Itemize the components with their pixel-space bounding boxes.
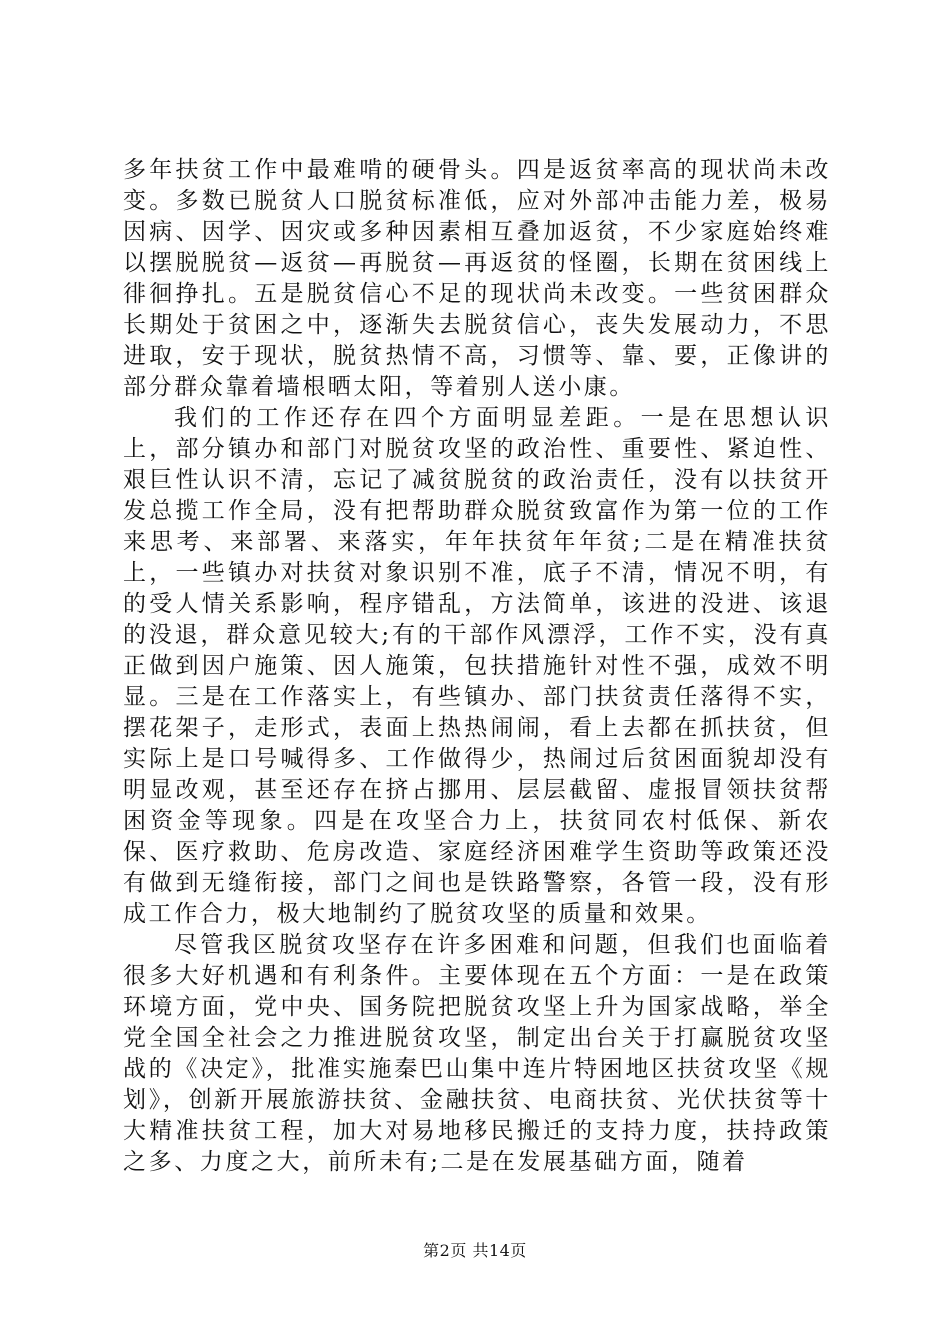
paragraph-3: 尽管我区脱贫攻坚存在许多困难和问题，但我们也面临着很多大好机遇和有利条件。主要体现在五个方面：一是在政策环境方面，党中央、国务院把脱贫攻坚上升为国家战略，举全党全国全社会之力推进脱贫攻坚，制定出台关于打赢脱贫攻坚战的《决定》，批准实施秦巴山集中连片特困地区扶贫攻坚《规划》，创新开展旅游扶贫、金融扶贫、电商扶贫、光伏扶贫等十大精准扶贫工程，加大对易地移民搬迁的支持力度，扶持政策之多、力度之大，前所未有;二是在发展基础方面，随着 [123,932,831,1175]
body-text [123,155,831,1178]
page-number-footer: 第2页 共14页 [423,1241,527,1260]
paragraph-2: 我们的工作还存在四个方面明显差距。一是在思想认识上，部分镇办和部门对脱贫攻坚的政治性、重要性、紧迫性、艰巨性认识不清，忘记了减贫脱贫的政治责任，没有以扶贫开发总揽工作全局，没有把帮助群众脱贫致富作为第一位的工作来思考、来部署、来落实，年年扶贫年年贫;二是在精准扶贫上，一些镇办对扶贫对象识别不准，底子不清，情况不明，有的受人情关系影响，程序错乱，方法简单，该进的没进、该退的没退，群众意见较大;有的干部作风漂浮，工作不实，没有真正做到因户施策、因人施策，包扶措施针对性不强，成效不明显。三是在工作落实上，有些镇办、部门扶贫责任落得不实，摆花架子，走形式，表面上热热闹闹，看上去都在抓扶贫，但实际上是口号喊得多、工作做得少，热闹过后贫困面貌却没有明显改观，甚至还存在挤占挪用、层层截留、虚报冒领扶贫帮困资金等现象。四是在攻坚合力上，扶贫同农村低保、新农保、医疗救助、危房改造、家庭经济困难学生资助等政策还没有做到无缝衔接，部门之间也是铁路警察，各管一段，没有形成工作合力，极大地制约了脱贫攻坚的质量和效果。 [123,405,831,927]
paragraph-1: 多年扶贫工作中最难啃的硬骨头。四是返贫率高的现状尚未改变。多数已脱贫人口脱贫标准低，应对外部冲击能力差，极易因病、因学、因灾或多种因素相互叠加返贫，不少家庭始终难以摆脱脱贫—返贫—再脱贫—再返贫的怪圈，长期在贫困线上徘徊挣扎。五是脱贫信心不足的现状尚未改变。一些贫困群众长期处于贫困之中，逐渐失去脱贫信心，丧失发展动力，不思进取，安于现状，脱贫热情不高，习惯等、靠、要，正像讲的部分群众靠着墙根晒太阳，等着别人送小康。 [123,157,831,400]
